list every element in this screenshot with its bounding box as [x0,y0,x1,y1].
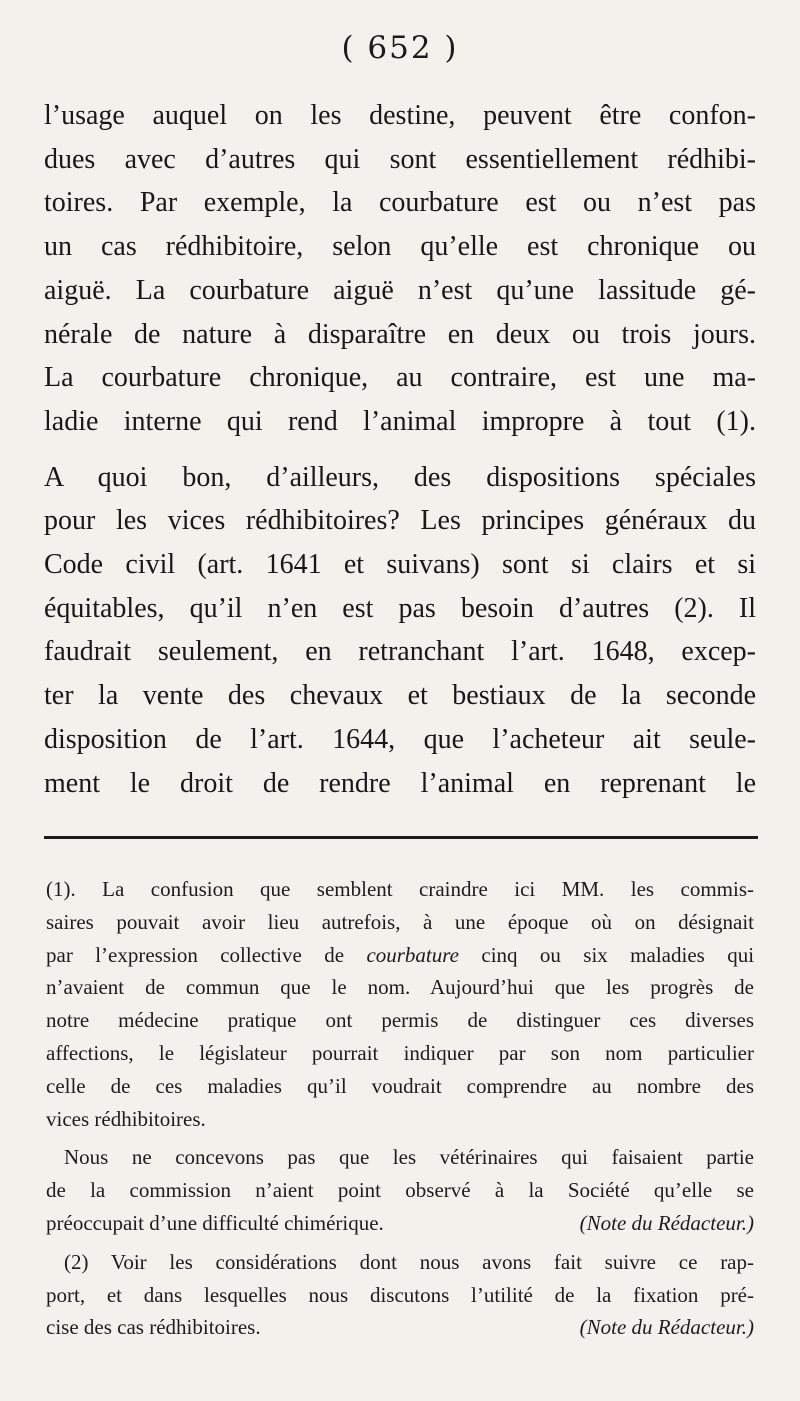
text-line: dues avec d’autres qui sont essentiellement rédhibi- [44,143,756,175]
footnote-line: vices rédhibitoires. [46,1106,206,1131]
text-line: Code civil (art. 1641 et suivans) sont si clairs et si [44,549,756,581]
footnote-line: Nous ne concevons pas que les vétérinaires qui faisaient partie [64,1145,754,1170]
text-line: équitables, qu’il n’en est pas besoin d’autres (2). Il [44,592,756,624]
footnote-line: (2) Voir les considérations dont nous avons fait suivre ce rap- [64,1249,754,1274]
text-line: pour les vices rédhibitoires? Les principes généraux du [44,505,756,537]
footnote-divider [44,836,758,839]
text-line: aiguë. La courbature aiguë n’est qu’une lassitude gé- [44,274,756,306]
footnote-line: notre médecine pratique ont permis de distinguer ces diverses [46,1008,754,1033]
body-text [44,94,756,805]
footnote-italic-term: courbature [366,942,459,967]
text-line: disposition de l’art. 1644, que l’acheteur ait seule- [44,723,756,755]
text-line: l’usage auquel on les destine, peuvent être confon- [44,100,756,131]
text-line: un cas rédhibitoire, selon qu’elle est chronique ou [44,231,756,263]
footnote-text: cise des cas rédhibitoires. [46,1315,261,1340]
note-attribution: (Note du Rédacteur.) [579,1315,754,1340]
footnote-line [46,939,754,972]
text-line: ment le droit de rendre l’animal en reprenant le [44,767,756,799]
text-line: La courbature chronique, au contraire, est une ma- [44,362,756,394]
paragraph-2 [44,456,756,806]
footnote-line [46,1207,754,1240]
note-attribution: (Note du Rédacteur.) [579,1210,754,1235]
paragraph-1 [44,94,756,444]
text-line: nérale de nature à disparaître en deux ou trois jours. [44,318,756,350]
text-line: A quoi bon, d’ailleurs, des dispositions spéciales [44,461,756,493]
footnotes [46,873,754,1344]
footnote-text: par l’expression collective de [46,942,345,967]
page-number: ( 652 ) [341,30,459,66]
text-line: toires. Par exemple, la courbature est ou n’est pas [44,187,756,219]
footnote-text: préoccupait d’une difficulté chimérique. [46,1210,384,1235]
footnote-1-remark [46,1141,754,1239]
text-line: faudrait seulement, en retranchant l’art. 1648, excep- [44,636,756,668]
footnote-line: affections, le législateur pourrait indiquer par son nom particulier [46,1040,754,1065]
footnote-text: cinq ou six maladies qui [481,942,755,967]
footnote-line: saires pouvait avoir lieu autrefois, à une époque où on désignait [46,909,754,934]
text-line: ter la vente des chevaux et bestiaux de la seconde [44,680,756,712]
footnote-line: de la commission n’aient point observé à la Société qu’elle se [46,1178,754,1203]
footnote-line: n’avaient de commun que le nom. Aujourd’hui que les progrès de [46,975,754,1000]
footnote-line: celle de ces maladies qu’il voudrait comprendre au nombre des [46,1073,754,1098]
footnote-line: (1). La confusion que semblent craindre ici MM. les commis- [46,877,754,901]
footnote-line: port, et dans lesquelles nous discutons l’utilité de la fixation pré- [46,1282,754,1307]
footnote-1 [46,873,754,1135]
footnote-2 [46,1246,754,1344]
text-line: ladie interne qui rend l’animal impropre à tout (1). [44,405,756,437]
footnote-line [46,1311,754,1344]
